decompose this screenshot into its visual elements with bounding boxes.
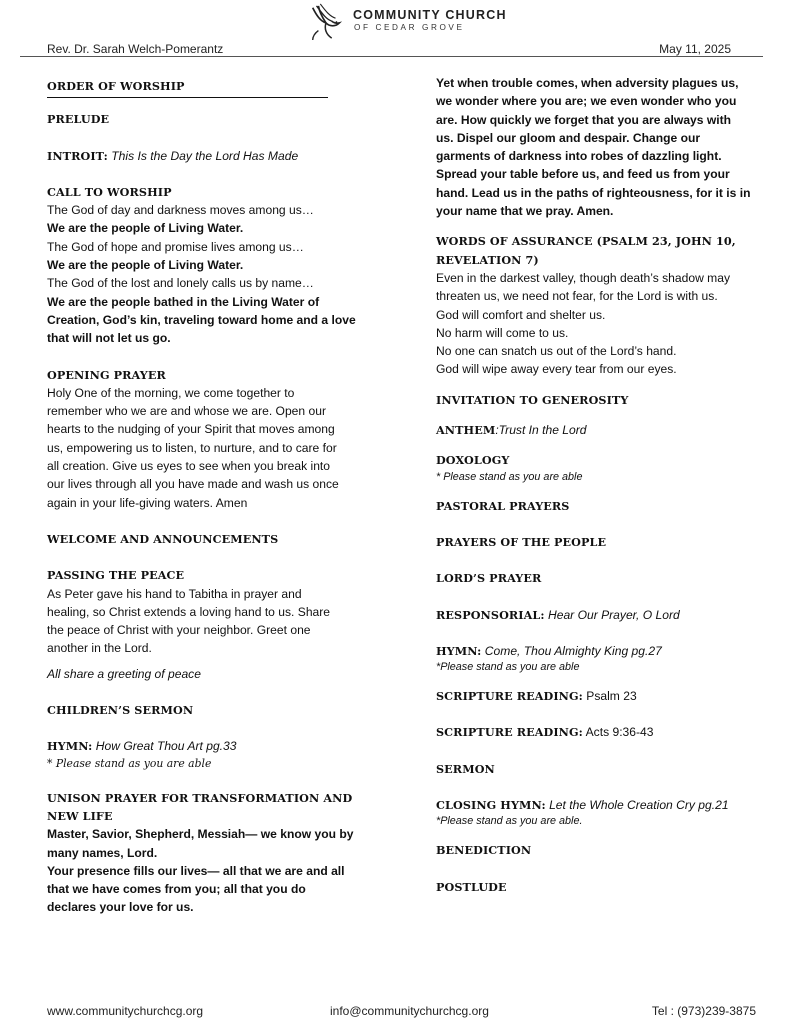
unison-cont-line: your name that we pray. Amen. xyxy=(436,204,614,219)
scripture-2-label: SCRIPTURE READING: xyxy=(436,725,583,740)
closing-hymn-label: CLOSING HYMN: xyxy=(436,798,546,813)
welcome-heading: WELCOME AND ANNOUNCEMENTS xyxy=(47,531,279,546)
call-response-line: that will not let us go. xyxy=(47,331,171,346)
right-column xyxy=(436,74,766,896)
benediction-heading: BENEDICTION xyxy=(436,843,532,858)
call-line: The God of hope and promise lives among us… xyxy=(47,239,304,254)
call-response-line: Creation, God’s kin, traveling toward home and a love xyxy=(47,312,356,327)
pastor-name: Rev. Dr. Sarah Welch-Pomerantz xyxy=(47,42,224,56)
org-subtitle: OF CEDAR GROVE xyxy=(354,23,465,32)
unison-prayer-heading-line-2: NEW LIFE xyxy=(47,808,113,823)
header-divider xyxy=(20,56,763,57)
scripture-reading-2 xyxy=(436,723,766,741)
opening-prayer-line: our lives through all you have made and wash us once xyxy=(47,477,339,492)
unison-prayer-heading-line-1: UNISON PRAYER FOR TRANSFORMATION AND xyxy=(47,790,353,805)
opening-prayer-line: Holy One of the morning, we come together to xyxy=(47,385,295,400)
childrens-sermon-heading: CHILDREN’S SERMON xyxy=(47,703,194,718)
call-line: The God of the lost and lonely calls us by name… xyxy=(47,276,314,291)
order-of-worship-title: ORDER OF WORSHIP xyxy=(47,77,328,98)
opening-prayer-line: us, empowering us to listen, to nurture, and to care for xyxy=(47,440,337,455)
unison-line: Your presence fills our lives— all that we are and all xyxy=(47,863,345,878)
doxology-note: * Please stand as you are able xyxy=(436,470,583,483)
opening-prayer-line: again in your life-giving waters. Amen xyxy=(47,495,248,510)
passing-peace-text xyxy=(47,585,385,658)
peace-line: healing, so Christ extends a loving hand to us. Share xyxy=(47,604,331,619)
scripture-reading-1 xyxy=(436,687,766,705)
assurance-line: threaten us, we need not fear, for the Lord is with us. xyxy=(436,289,718,304)
doxology-heading: DOXOLOGY xyxy=(436,453,510,468)
church-logo xyxy=(307,2,507,42)
unison-cont-line: Spread your table before us, and feed us from your xyxy=(436,167,730,182)
unison-cont-line: we wonder where you are; we even wonder who you xyxy=(436,94,737,109)
scripture-1-text: Psalm 23 xyxy=(586,689,637,704)
hymn-1-note: * Please stand as you are able xyxy=(47,756,212,770)
hymn-2-note: *Please stand as you are able xyxy=(436,661,580,674)
peace-response: All share a greeting of peace xyxy=(47,666,201,681)
assurance-line: No one can snatch us out of the Lord’s hand. xyxy=(436,344,677,359)
assurance-text xyxy=(436,269,766,379)
unison-cont-line: are. How quickly we forget that you are always with xyxy=(436,112,732,127)
unison-line: many names, Lord. xyxy=(47,845,158,860)
footer-email[interactable]: info@communitychurchcg.org xyxy=(330,1004,489,1018)
assurance-line: Even in the darkest valley, though death’s shadow may xyxy=(436,270,731,285)
hymn-1-label: HYMN: xyxy=(47,739,93,754)
opening-prayer-line: remember who we are and whose we are. Open our xyxy=(47,404,326,419)
hymn-2-label: HYMN: xyxy=(436,643,482,658)
responsorial xyxy=(436,606,766,624)
postlude-heading: POSTLUDE xyxy=(436,879,507,894)
introit xyxy=(47,147,385,165)
assurance-line: God will wipe away every tear from our eyes. xyxy=(436,362,677,377)
hymn-2-title: Come, Thou Almighty King pg.27 xyxy=(484,643,662,658)
assurance-heading-line-1: WORDS OF ASSURANCE (PSALM 23, JOHN 10, xyxy=(436,234,736,249)
peace-line: As Peter gave his hand to Tabitha in prayer and xyxy=(47,586,302,601)
responsorial-title: Hear Our Prayer, O Lord xyxy=(548,607,680,622)
closing-hymn-title: Let the Whole Creation Cry pg.21 xyxy=(549,798,729,813)
unison-cont-line: garments of darkness into robes of dazzling light. xyxy=(436,149,722,164)
unison-prayer-text xyxy=(47,825,385,916)
footer-website[interactable]: www.communitychurchcg.org xyxy=(47,1004,204,1018)
assurance-line: God will comfort and shelter us. xyxy=(436,307,606,322)
call-line: The God of day and darkness moves among us… xyxy=(47,203,314,218)
opening-prayer-heading: OPENING PRAYER xyxy=(47,367,166,382)
assurance-line: No harm will come to us. xyxy=(436,325,569,340)
unison-cont-line: hand. Lead us in the paths of righteousness, for it is in xyxy=(436,185,751,200)
anthem xyxy=(436,421,766,439)
hymn-1-title: How Great Thou Art pg.33 xyxy=(95,739,237,754)
footer-telephone: Tel : (973)239-3875 xyxy=(651,1004,756,1018)
responsorial-label: RESPONSORIAL: xyxy=(436,607,545,622)
call-response-line: We are the people bathed in the Living Water of xyxy=(47,294,320,309)
unison-prayer-continued xyxy=(436,74,766,220)
prayers-of-people-heading: PRAYERS OF THE PEOPLE xyxy=(436,534,607,549)
anthem-title: :Trust In the Lord xyxy=(495,423,587,438)
unison-cont-line: us. Dispel our gloom and despair. Change our xyxy=(436,130,701,145)
unison-cont-line: Yet when trouble comes, when adversity plagues us, xyxy=(436,76,739,90)
peace-line: the peace of Christ with your neighbor. Greet one xyxy=(47,623,311,638)
left-column xyxy=(47,77,385,917)
hymn-2 xyxy=(436,642,766,660)
unison-line: declares your love for us. xyxy=(47,900,194,915)
org-name: COMMUNITY CHURCH xyxy=(353,8,507,22)
prelude-heading: PRELUDE xyxy=(47,112,110,127)
closing-hymn-note: *Please stand as you are able. xyxy=(436,815,583,828)
dove-logo-icon xyxy=(307,2,345,42)
passing-peace-heading: PASSING THE PEACE xyxy=(47,568,185,583)
call-response-line: We are the people of Living Water. xyxy=(47,221,244,236)
opening-prayer-text xyxy=(47,384,385,512)
sermon-heading: SERMON xyxy=(436,761,495,776)
introit-label: INTROIT: xyxy=(47,148,108,163)
opening-prayer-line: hearts to the nudging of your Spirit that moves among xyxy=(47,422,335,437)
hymn-1 xyxy=(47,737,385,755)
anthem-label: ANTHEM xyxy=(436,423,496,438)
assurance-heading-line-2: REVELATION 7) xyxy=(436,252,539,267)
pastoral-prayers-heading: PASTORAL PRAYERS xyxy=(436,498,570,513)
scripture-1-label: SCRIPTURE READING: xyxy=(436,689,583,704)
call-response-line: We are the people of Living Water. xyxy=(47,258,244,273)
peace-line: another in the Lord. xyxy=(47,641,152,656)
introit-title: This Is the Day the Lord Has Made xyxy=(111,148,299,163)
scripture-2-text: Acts 9:36-43 xyxy=(585,725,654,740)
call-to-worship-heading: CALL TO WORSHIP xyxy=(47,184,172,199)
lords-prayer-heading: LORD’S PRAYER xyxy=(436,571,542,586)
service-date: May 11, 2025 xyxy=(659,42,731,56)
unison-line: Master, Savior, Shepherd, Messiah— we know you by xyxy=(47,827,354,842)
closing-hymn xyxy=(436,796,766,814)
call-to-worship-text xyxy=(47,201,385,347)
generosity-heading: INVITATION TO GENEROSITY xyxy=(436,392,629,407)
opening-prayer-line: all creation. Give us eyes to see when you break into xyxy=(47,459,331,474)
unison-line: that we have comes from you; all that you do xyxy=(47,882,306,897)
